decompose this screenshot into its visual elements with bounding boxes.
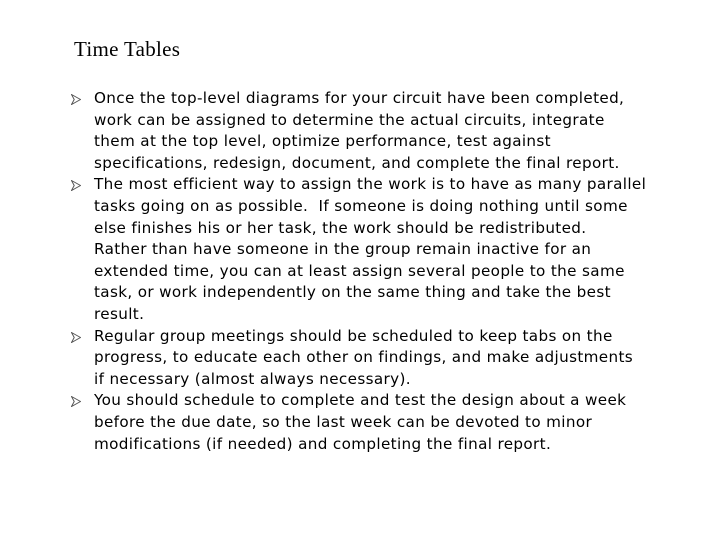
bullet-line: Rather than have someone in the group remain inactive for an <box>94 240 592 259</box>
bullet-line: if necessary (almost always necessary). <box>94 369 411 388</box>
bullet-item <box>70 326 680 391</box>
slide-title: Time Tables <box>74 37 181 61</box>
bullet-item <box>70 390 680 455</box>
bullet-line: work can be assigned to determine the actual circuits, integrate <box>94 110 605 129</box>
bullet-line: You should schedule to complete and test the design about a week <box>94 391 627 410</box>
bullet-line: Regular group meetings should be scheduled to keep tabs on the <box>94 326 613 345</box>
bullet-line: result. <box>94 304 145 323</box>
bullet-line: modifications (if needed) and completing the final report. <box>94 434 552 453</box>
arrowhead-bullet-icon <box>70 88 84 110</box>
bullet-line: The most efficient way to assign the work is to have as many parallel <box>94 175 647 194</box>
bullet-line: before the due date, so the last week can be devoted to minor <box>94 412 593 431</box>
bullet-item <box>70 174 680 325</box>
bullet-line: them at the top level, optimize performance, test against <box>94 132 551 151</box>
arrowhead-bullet-icon <box>70 326 84 348</box>
bullet-line: specifications, redesign, document, and complete the final report. <box>94 153 620 172</box>
bullet-line: Once the top-level diagrams for your circuit have been completed, <box>94 89 625 107</box>
bullet-line: else finishes his or her task, the work should be redistributed. <box>94 218 587 237</box>
bullet-item <box>70 88 680 174</box>
bullet-line: progress, to educate each other on findings, and make adjustments <box>94 348 634 367</box>
arrowhead-bullet-icon <box>70 174 84 196</box>
bullet-list <box>70 88 680 455</box>
bullet-line: extended time, you can at least assign several people to the same <box>94 261 625 280</box>
bullet-line: tasks going on as possible. If someone is doing nothing until some <box>94 196 628 215</box>
bullet-line: task, or work independently on the same thing and take the best <box>94 283 611 302</box>
arrowhead-bullet-icon <box>70 390 84 412</box>
